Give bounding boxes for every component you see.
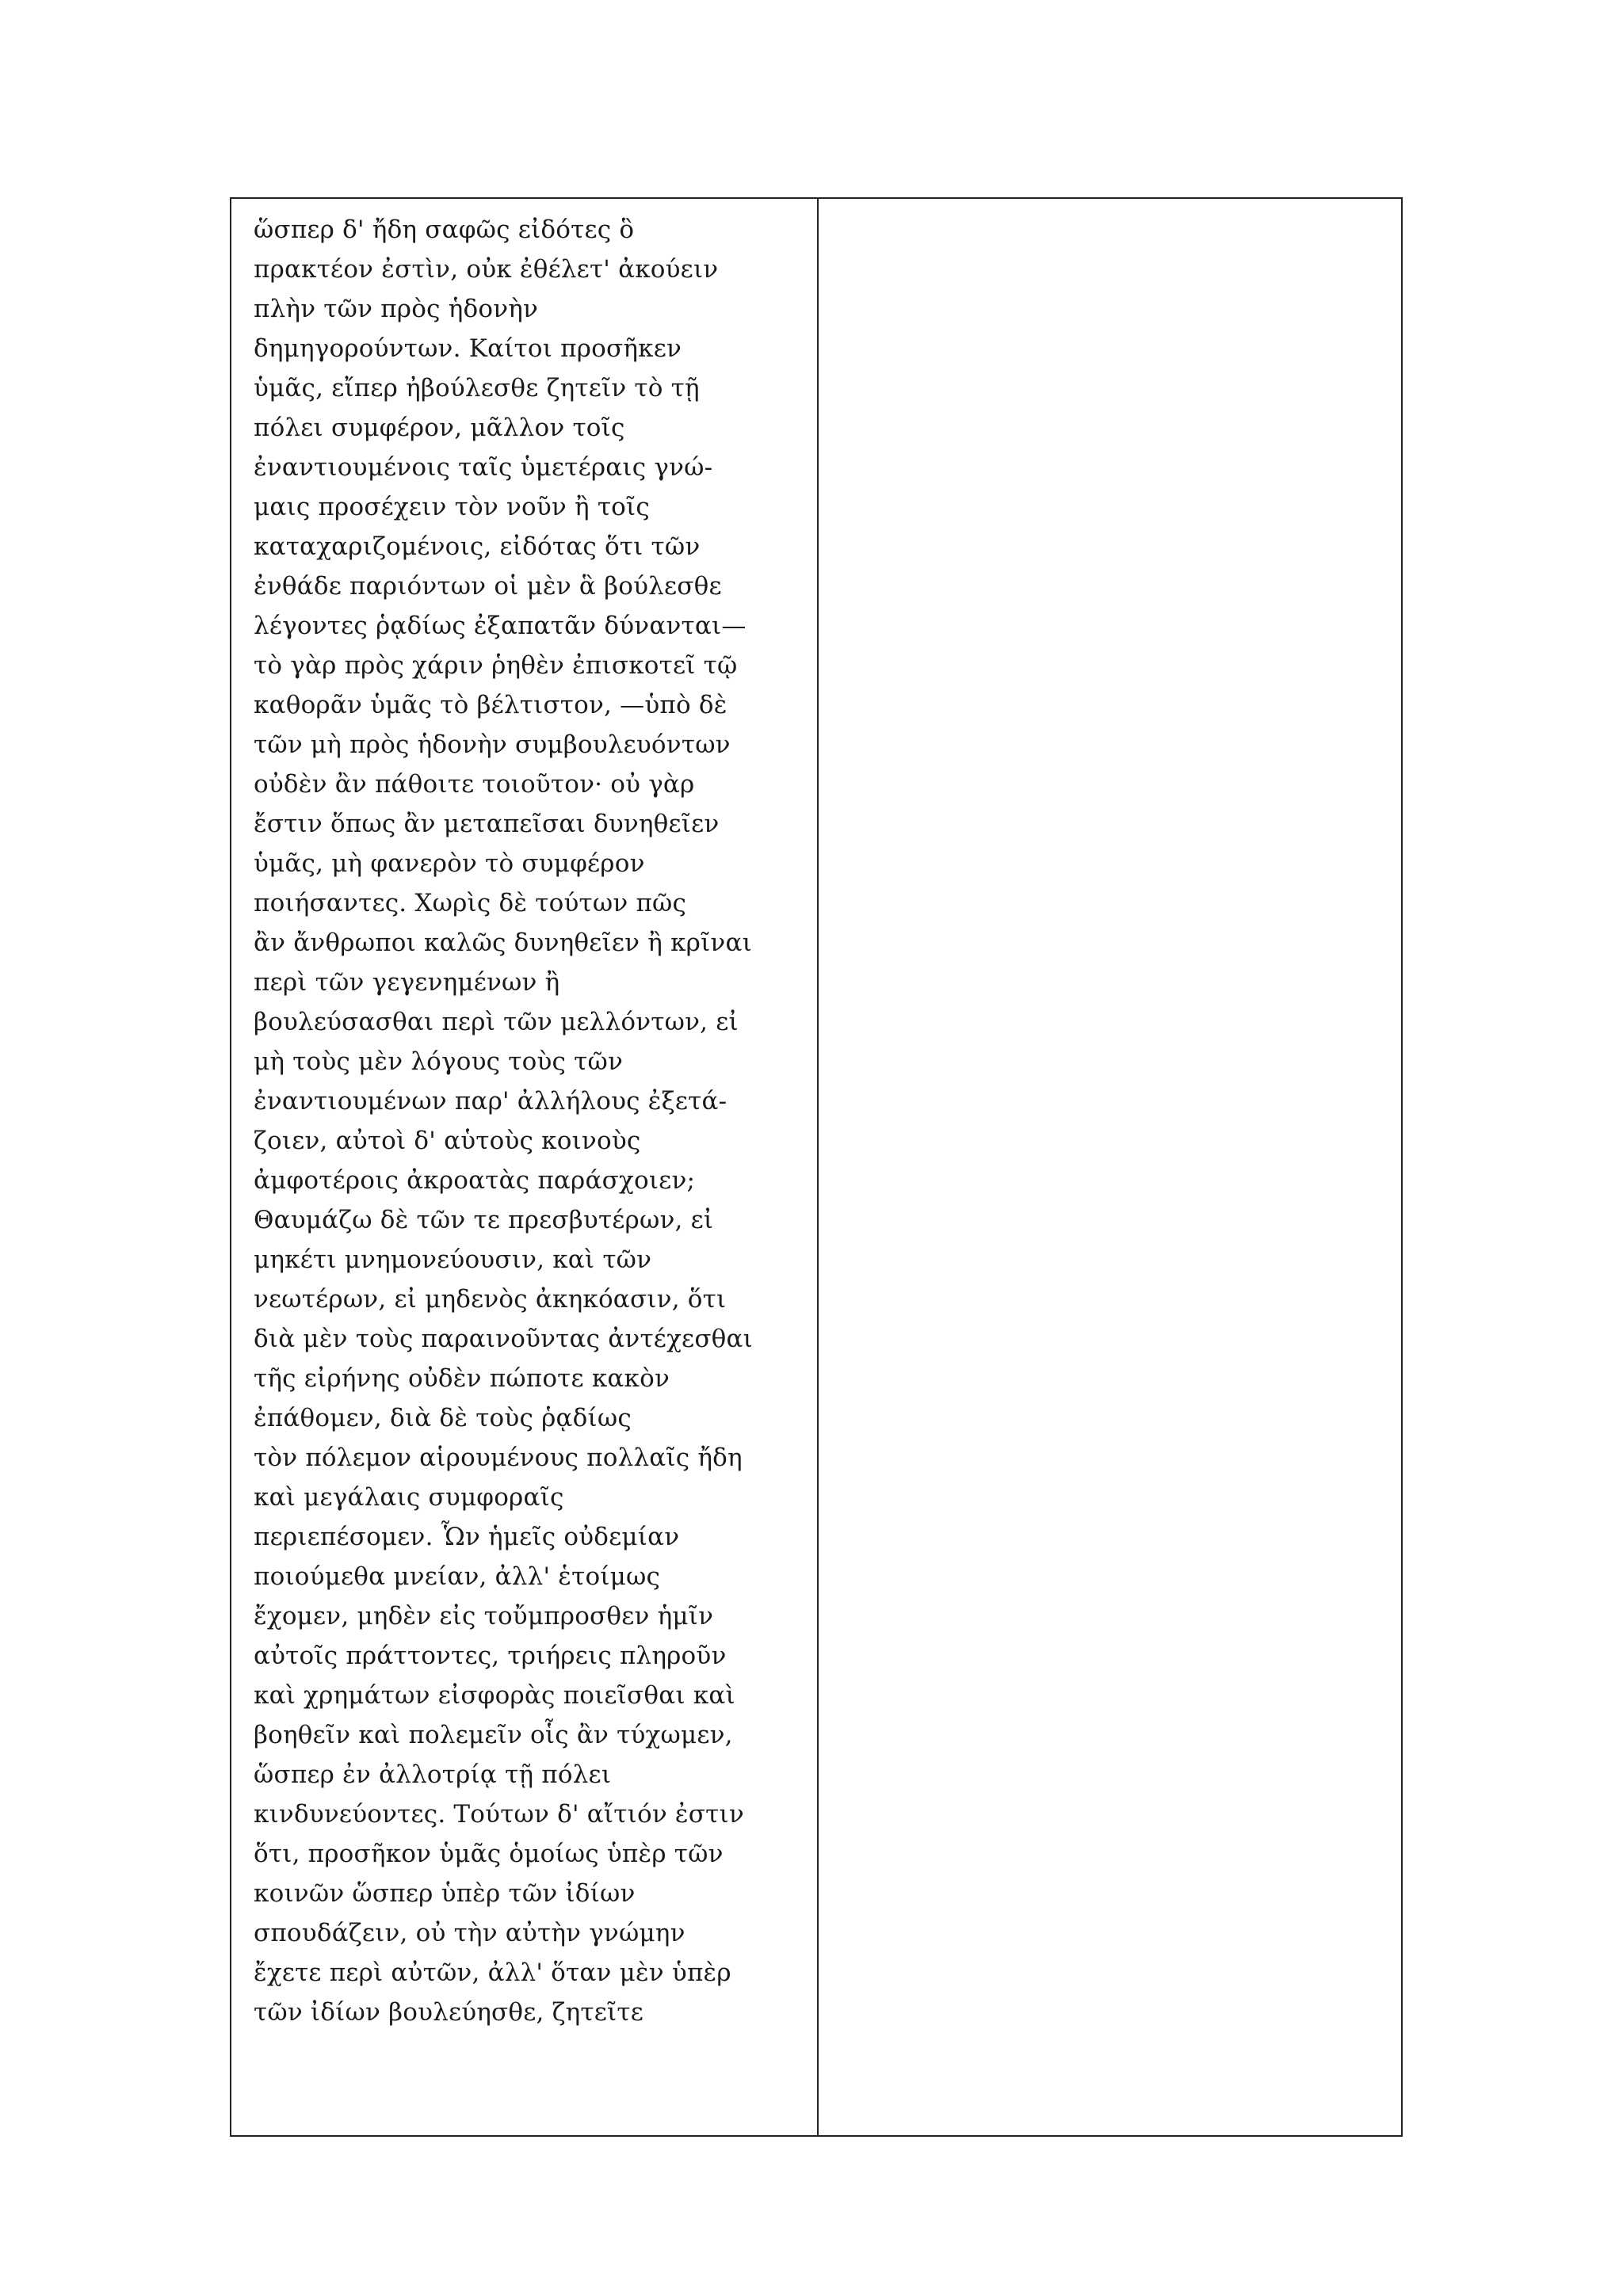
text-line: ζοιεν, αὐτοὶ δ' αὑτοὺς κοινοὺς xyxy=(254,1127,641,1155)
text-line: ἀμφοτέροις ἀκροατὰς παράσχοιεν; xyxy=(254,1166,696,1195)
text-line: τῶν ἰδίων βουλεύησθε, ζητεῖτε xyxy=(254,1998,643,2027)
text-line: λέγοντες ῥᾳδίως ἐξαπατᾶν δύνανται— xyxy=(254,612,747,640)
empty-translation-column xyxy=(819,199,1401,2135)
text-line: διὰ μὲν τοὺς παραινοῦντας ἀντέχεσθαι xyxy=(254,1325,754,1353)
text-line: ποιούμεθα μνείαν, ἀλλ' ἑτοίμως xyxy=(254,1562,661,1591)
text-line: καὶ χρημάτων εἰσφορὰς ποιεῖσθαι καὶ xyxy=(254,1681,735,1710)
greek-text-column xyxy=(231,199,819,2135)
text-line: καθορᾶν ὑμᾶς τὸ βέλτιστον, —ὑπὸ δὲ xyxy=(254,691,727,719)
text-line: δημηγορούντων. Καίτοι προσῆκεν xyxy=(254,334,682,363)
text-line: ἐνθάδε παριόντων οἱ μὲν ἃ βούλεσθε xyxy=(254,572,722,601)
text-line: πρακτέον ἐστὶν, οὐκ ἐθέλετ' ἀκούειν xyxy=(254,255,719,284)
text-line: σπουδάζειν, οὐ τὴν αὐτὴν γνώμην xyxy=(254,1919,685,1947)
text-line: βουλεύσασθαι περὶ τῶν μελλόντων, εἰ xyxy=(254,1008,739,1036)
text-line: πόλει συμφέρον, μᾶλλον τοῖς xyxy=(254,414,625,442)
text-line: περὶ τῶν γεγενημένων ἢ xyxy=(254,968,560,997)
text-line: Θαυμάζω δὲ τῶν τε πρεσβυτέρων, εἰ xyxy=(254,1206,714,1234)
text-line: τὸ γὰρ πρὸς χάριν ῥηθὲν ἐπισκοτεῖ τῷ xyxy=(254,651,738,680)
text-line: ποιήσαντες. Χωρὶς δὲ τούτων πῶς xyxy=(254,889,687,917)
text-line: ὥσπερ ἐν ἀλλοτρίᾳ τῇ πόλει xyxy=(254,1760,612,1789)
text-line: αὐτοῖς πράττοντες, τριήρεις πληροῦν xyxy=(254,1642,727,1670)
text-line: ὑμᾶς, μὴ φανερὸν τὸ συμφέρον xyxy=(254,849,645,878)
text-line: ἔχετε περὶ αὐτῶν, ἀλλ' ὅταν μὲν ὑπὲρ xyxy=(254,1958,731,1987)
text-line: μὴ τοὺς μὲν λόγους τοὺς τῶν xyxy=(254,1047,624,1076)
text-line: ἐπάθομεν, διὰ δὲ τοὺς ῥᾳδίως xyxy=(254,1404,632,1432)
text-line: ἔχομεν, μηδὲν εἰς τοὔμπροσθεν ἡμῖν xyxy=(254,1602,714,1630)
two-column-text-table xyxy=(230,197,1403,2137)
text-line: τῆς εἰρήνης οὐδὲν πώποτε κακὸν xyxy=(254,1364,670,1393)
text-line: πλὴν τῶν πρὸς ἡδονὴν xyxy=(254,295,539,323)
text-line: περιεπέσομεν. Ὧν ἡμεῖς οὐδεμίαν xyxy=(254,1523,680,1551)
text-line: ἐναντιουμένοις ταῖς ὑμετέραις γνώ- xyxy=(254,453,713,482)
text-line: νεωτέρων, εἰ μηδενὸς ἀκηκόασιν, ὅτι xyxy=(254,1285,727,1314)
text-line: κινδυνεύοντες. Τούτων δ' αἴτιόν ἐστιν xyxy=(254,1800,744,1829)
text-line: τῶν μὴ πρὸς ἡδονὴν συμβουλευόντων xyxy=(254,730,731,759)
text-line: ὑμᾶς, εἴπερ ἠβούλεσθε ζητεῖν τὸ τῇ xyxy=(254,374,700,402)
text-line: μηκέτι μνημονεύουσιν, καὶ τῶν xyxy=(254,1245,652,1274)
text-line: καὶ μεγάλαις συμφοραῖς xyxy=(254,1483,564,1512)
text-line: ἔστιν ὅπως ἂν μεταπεῖσαι δυνηθεῖεν xyxy=(254,810,720,838)
text-line: βοηθεῖν καὶ πολεμεῖν οἷς ἂν τύχωμεν, xyxy=(254,1721,733,1749)
text-line: κοινῶν ὥσπερ ὑπὲρ τῶν ἰδίων xyxy=(254,1879,636,1908)
text-line: οὐδὲν ἂν πάθοιτε τοιοῦτον· οὐ γὰρ xyxy=(254,770,695,799)
text-line: ὥσπερ δ' ἤδη σαφῶς εἰδότες ὃ xyxy=(254,215,635,244)
text-line: καταχαριζομένοις, εἰδότας ὅτι τῶν xyxy=(254,532,701,561)
text-line: μαις προσέχειν τὸν νοῦν ἢ τοῖς xyxy=(254,493,650,521)
text-line: ὅτι, προσῆκον ὑμᾶς ὁμοίως ὑπὲρ τῶν xyxy=(254,1840,724,1868)
text-line: ἐναντιουμένων παρ' ἀλλήλους ἐξετά- xyxy=(254,1087,727,1116)
text-line: τὸν πόλεμον αἱρουμένους πολλαῖς ἤδη xyxy=(254,1444,743,1472)
text-line: ἂν ἄνθρωποι καλῶς δυνηθεῖεν ἢ κρῖναι xyxy=(254,929,752,957)
